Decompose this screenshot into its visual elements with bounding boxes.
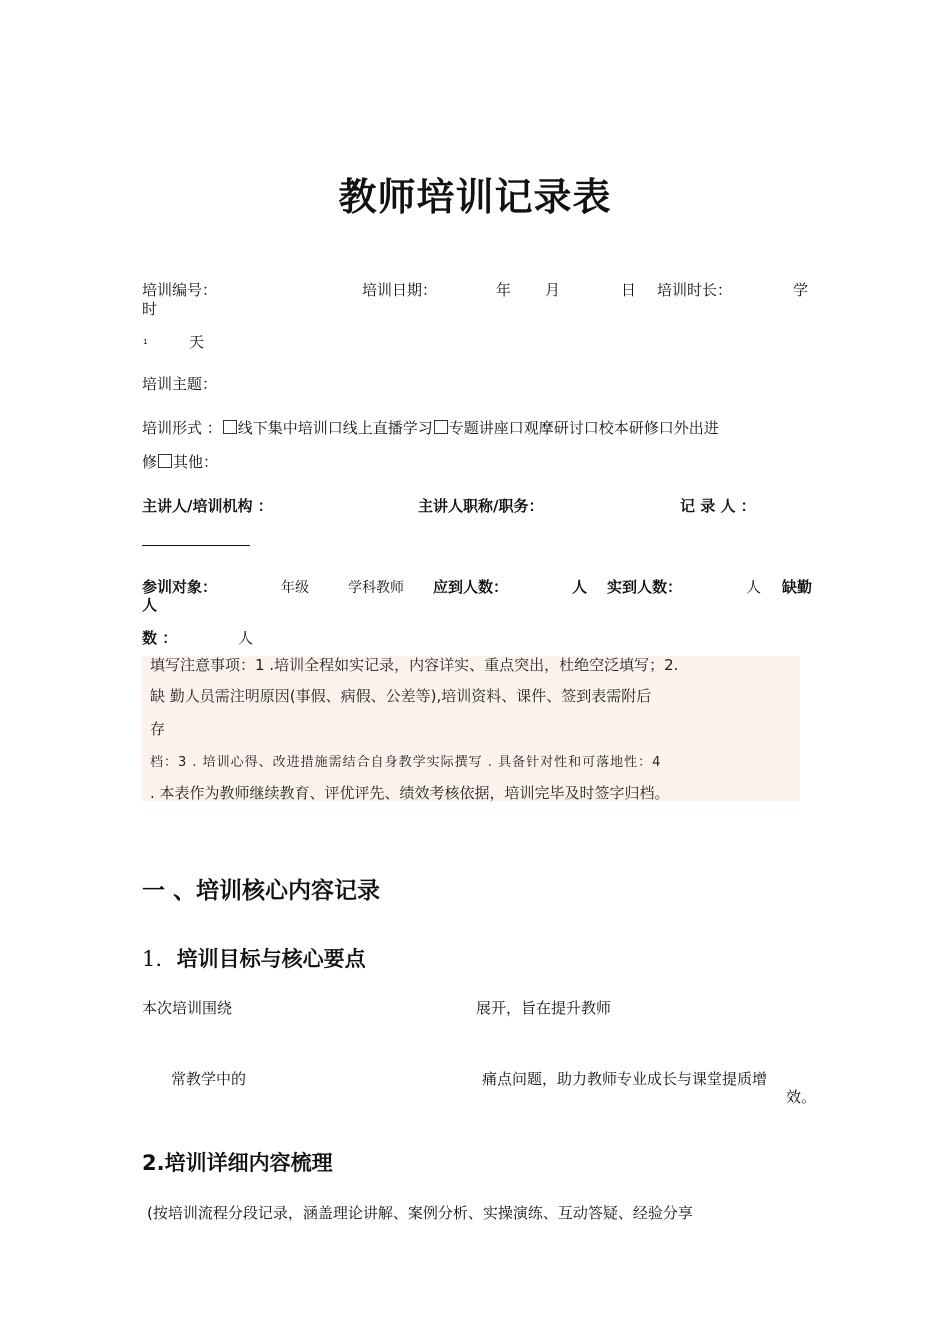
notes-line-1: 填写注意事项：1 .培训全程如实记录，内容详实、重点突出，杜绝空泛填写；2. [150,656,679,674]
absent-count-label: 数 ： [142,629,178,647]
small-mark: 1 [143,338,148,346]
participants-label: 参训对象： [142,578,218,596]
paragraph-2-left: 常教学中的 [171,1070,247,1088]
speaker-title-label: 主讲人职称/职务： [418,497,544,515]
training-form-line2 [142,451,218,472]
subsection-2-text: (按培训流程分段记录，涵盖理论讲解、案例分析、实操演练、互动答疑、经验分享 [147,1204,693,1222]
page-title: 教师培训记录表 [338,175,612,219]
subsection-number-1: 1. [142,947,163,971]
training-duration-label: 培训时长： [657,281,733,299]
absent-label: 缺勤 [782,578,813,596]
subject-teacher-label: 学科教师 [348,580,404,596]
notes-box [142,656,800,801]
notes-line-5: . 本表作为教师继续教育、评优评先、绩效考核依据，培训完毕及时签字归档。 [150,784,670,802]
person-unit-b: 人 [746,578,762,596]
grade-label: 年级 [281,580,309,596]
fill-in-underline [142,545,250,546]
person-unit-c: 人 [142,596,158,614]
hours-unit-b: 时 [142,300,158,318]
recorder-label: 记 录 人 ： [680,497,756,515]
person-unit-d: 人 [238,629,254,647]
year-label: 年 [496,281,512,299]
checkbox-other[interactable] [158,454,172,468]
form-other-label: 其他： [173,453,219,471]
expected-count-label: 应到人数： [433,578,509,596]
form-options-a: 线下集中培训口线上直播学习 [237,419,433,437]
training-form-label: 培训形式 ： [142,419,222,437]
notes-line-2: 缺 勤人员需注明原因(事假、病假、公差等),培训资料、课件、签到表需附后 [150,687,652,705]
hours-unit-a: 学 [793,281,809,299]
section-heading: 一 、培训核心内容记录 [142,878,381,904]
form-options-c: 修 [142,453,158,471]
paragraph-2-right: 痛点问题，助力教师专业成长与课堂提质增 [482,1070,768,1088]
days-unit: 天 [189,333,205,351]
form-options-b: 专题讲座口观摩研讨口校本研修口外出进 [448,419,719,437]
training-topic-label: 培训主题： [142,375,218,393]
subsection-heading-2: 2.培训详细内容梳理 [142,1151,333,1175]
actual-count-label: 实到人数： [607,578,683,596]
paragraph-1-left: 本次培训围绕 [142,999,233,1017]
paragraph-2-end: 效。 [786,1088,817,1106]
training-date-label: 培训日期： [362,281,438,299]
day-label: 日 [621,281,637,299]
checkbox-lecture[interactable] [434,420,448,434]
subsection-heading-1 [142,943,366,973]
person-unit-a: 人 [572,578,588,596]
training-number-label: 培训编号： [142,281,218,299]
checkbox-offline[interactable] [223,420,237,434]
paragraph-1-right: 展开，旨在提升教师 [476,999,612,1017]
notes-line-3: 存 [150,720,166,738]
month-label: 月 [545,281,561,299]
training-form-line1 [142,417,719,438]
notes-line-4: 档：3 . 培训心得、改进措施需结合自身教学实际撰写 . 具备针对性和可落地性：4 [150,755,662,770]
speaker-label: 主讲人/培训机构 ： [142,497,273,515]
subsection-title-1: 培训目标与核心要点 [176,947,366,971]
